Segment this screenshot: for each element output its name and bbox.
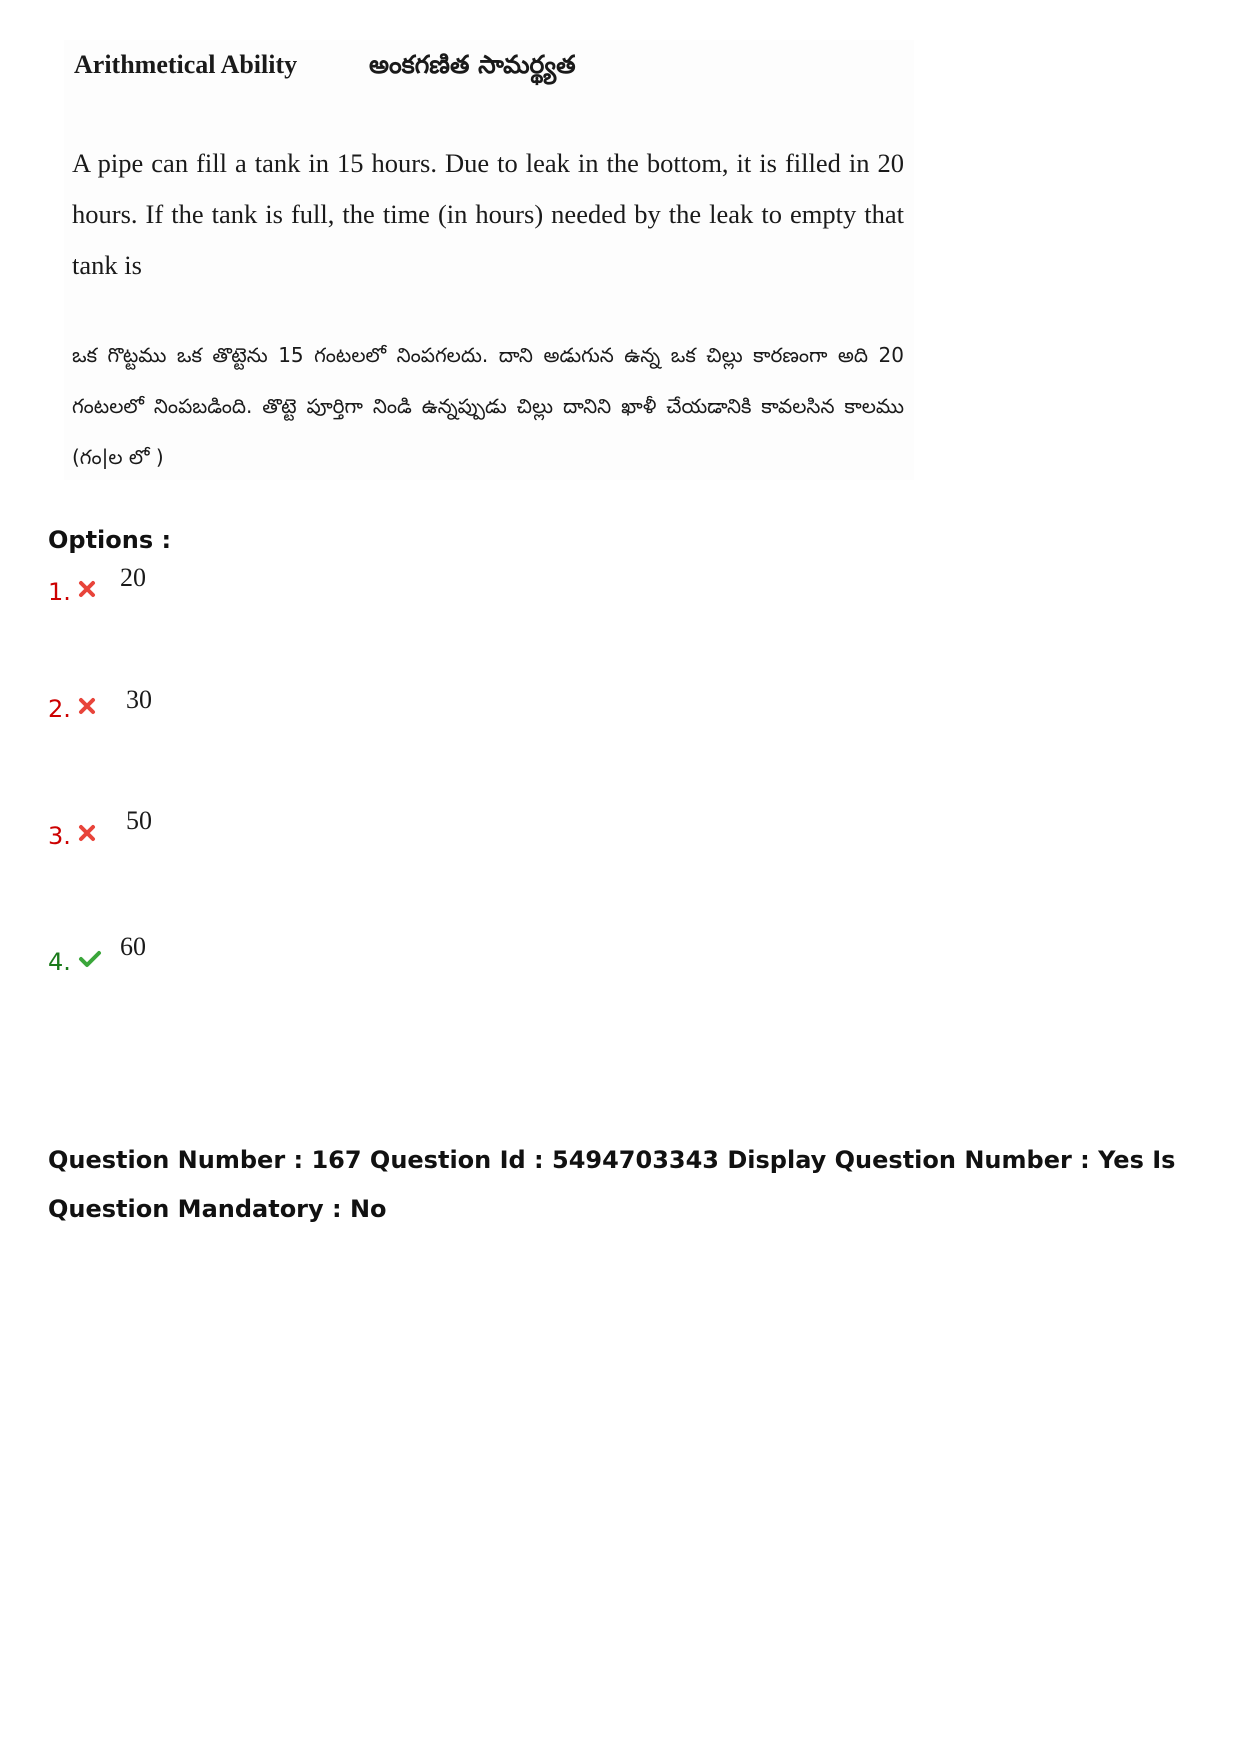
question-meta: Question Number : 167 Question Id : 5494703343 Display Question Number : Yes Is Question Mandatory : No bbox=[48, 1146, 1176, 1223]
question-text-en: A pipe can fill a tank in 15 hours. Due to leak in the bottom, it is filled in 20 hours. If the tank is full, the time (in hours) needed by the leak to empty that tank is bbox=[72, 148, 904, 280]
option-value: 20 bbox=[120, 563, 146, 592]
option-number: 4. bbox=[48, 948, 71, 976]
question-subject-te: అంకగణిత సామర్థ్యత bbox=[369, 50, 576, 79]
question-text-te: ఒక గొట్టము ఒక తొట్టెను 15 గంటలలో నింపగలదు. దాని అడుగున ఉన్న ఒక చిల్లు కారణంగా అది 20 గంటలలో నింపబడింది. తొట్టె పూర్తిగా నిండి ఉన్నప్పుడు చిల్లు దానిని ఖాళీ చేయడానికి కావలసిన కాలము (గం|ల లో ) bbox=[72, 343, 904, 469]
question-image bbox=[64, 40, 914, 480]
option-number: 1. bbox=[48, 578, 71, 606]
options-label: Options : bbox=[48, 526, 172, 554]
check-icon bbox=[78, 950, 102, 968]
option-value: 50 bbox=[126, 806, 152, 835]
cross-icon bbox=[78, 580, 96, 598]
cross-icon bbox=[78, 697, 96, 715]
question-subject-en: Arithmetical Ability bbox=[74, 50, 298, 79]
option-value: 30 bbox=[126, 685, 152, 714]
cross-icon bbox=[78, 824, 96, 842]
option-number: 3. bbox=[48, 822, 71, 850]
option-value: 60 bbox=[120, 932, 146, 961]
option-number: 2. bbox=[48, 695, 71, 723]
